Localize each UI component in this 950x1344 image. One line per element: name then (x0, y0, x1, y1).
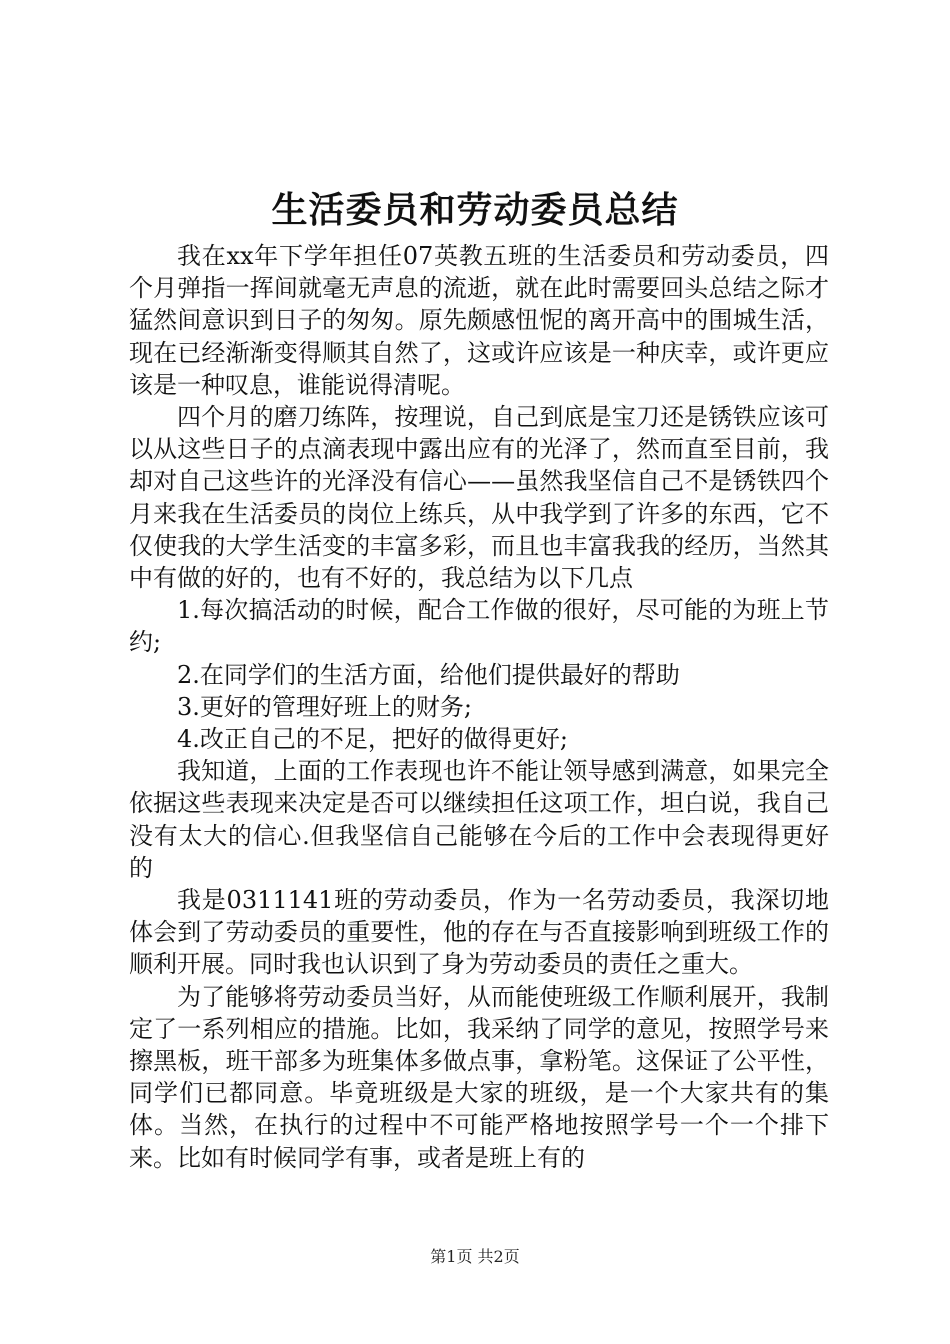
paragraph-measures: 为了能够将劳动委员当好，从而能使班级工作顺利展开，我制定了一系列相应的措施。比如，我采纳了同学的意见，按照学号来擦黑板，班干部多为班集体多做点事，拿粉笔。这保证了公平性，同学们已都同意。毕竟班级是大家的班级，是一个大家共有的集体。当然，在执行的过程中不可能严格地按照学号一个一个排下来。比如有时候同学有事，或者是班上有的 (129, 982, 829, 1172)
paragraph-intro: 我在xx年下学年担任07英教五班的生活委员和劳动委员，四个月弹指一挥间就毫无声息的流逝，就在此时需要回头总结之际才猛然间意识到日子的匆匆。原先颇感忸怩的离开高中的围城生活，现在已经渐渐变得顺其自然了，这或许应该是一种庆幸，或许更应该是一种叹息，谁能说得清呢。 (129, 242, 829, 399)
list-item-1: 1.每次搞活动的时候，配合工作做的很好，尽可能的为班上节约; (129, 596, 829, 657)
document-body (129, 240, 829, 1174)
list-item-4: 4.改正自己的不足，把好的做得更好; (177, 725, 568, 754)
paragraph-labor-role: 我是0311141班的劳动委员，作为一名劳动委员，我深切地体会到了劳动委员的重要性，他的存在与否直接影响到班级工作的顺利开展。同时我也认识到了身为劳动委员的责任之重大。 (129, 886, 829, 979)
list-item-2: 2.在同学们的生活方面，给他们提供最好的帮助 (177, 660, 680, 689)
paragraph-self-assessment: 我知道，上面的工作表现也许不能让领导感到满意，如果完全依据这些表现来决定是否可以继续担任这项工作，坦白说，我自己没有太大的信心.但我坚信自己能够在今后的工作中会表现得更好的 (129, 757, 829, 882)
paragraph-reflection: 四个月的磨刀练阵，按理说，自己到底是宝刀还是锈铁应该可以从这些日子的点滴表现中露出应有的光泽了，然而直至目前，我却对自己这些许的光泽没有信心——虽然我坚信自己不是锈铁四个月来我在生活委员的岗位上练兵，从中我学到了许多的东西，它不仅使我的大学生活变的丰富多彩，而且也丰富我我的经历，当然其中有做的好的，也有不好的，我总结为以下几点 (129, 403, 829, 593)
document-title: 生活委员和劳动委员总结 (271, 189, 679, 231)
list-item-3: 3.更好的管理好班上的财务; (177, 692, 472, 721)
page-footer: 第1页 共2页 (430, 1247, 520, 1266)
